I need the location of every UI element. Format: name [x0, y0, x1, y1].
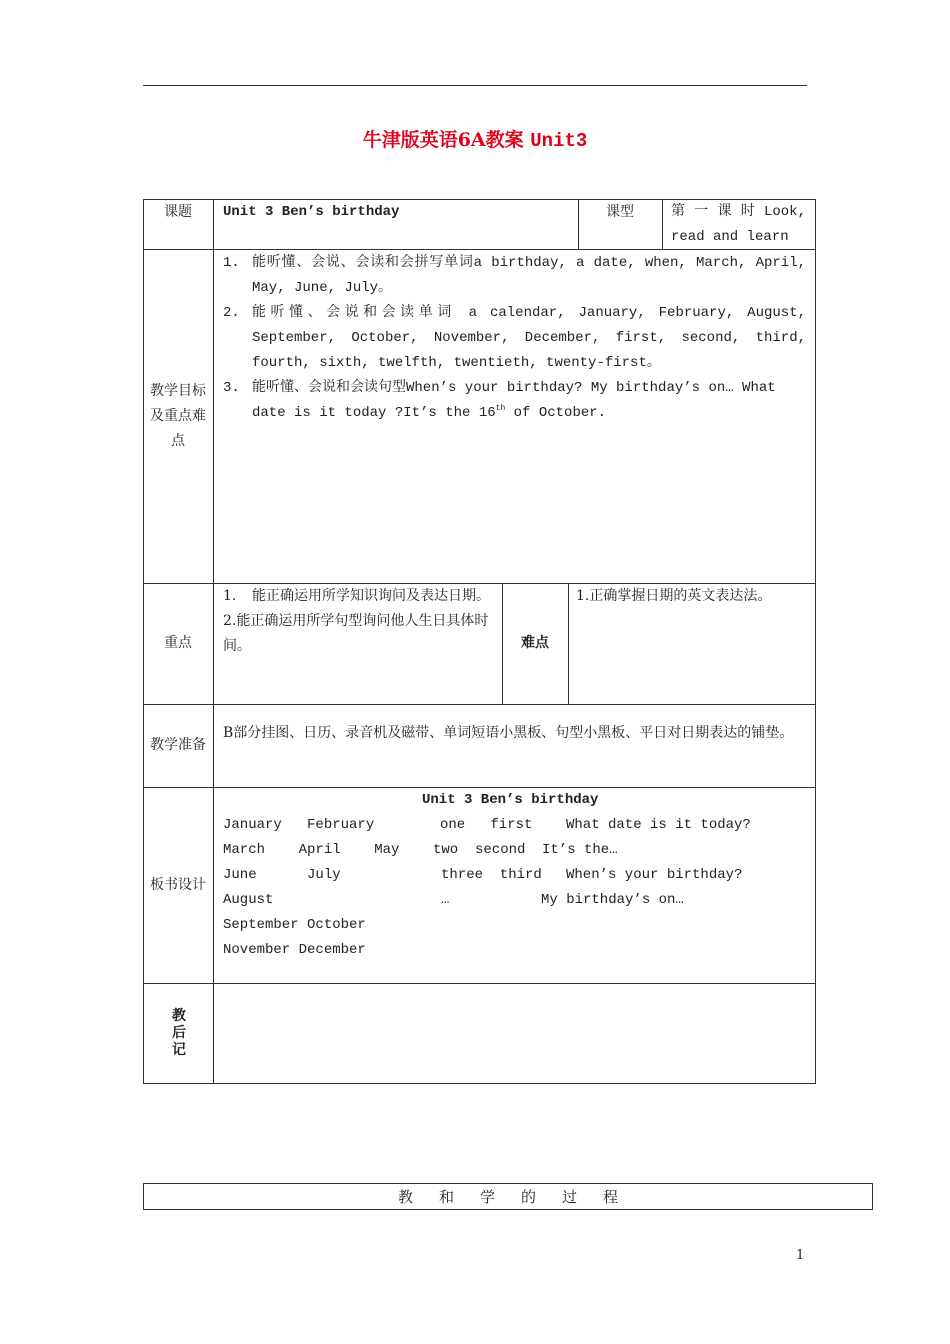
- process-header-box: 教和学的过程: [143, 1183, 873, 1210]
- goal-item-3: 3. 能听懂、会说和会读句型When’s your birthday? My birthday’s on… What date is it today ?It’s the 16th of October.: [223, 380, 776, 421]
- board-months-3: June July: [223, 867, 341, 883]
- key-item-2: 2.能正确运用所学句型询问他人生日具体时间。: [223, 613, 489, 654]
- page-number: 1: [796, 1248, 805, 1263]
- difficulty-label: 难点: [521, 635, 549, 651]
- board-sentence-3: When’s your birthday?: [566, 867, 743, 883]
- difficulty-content: 1.正确掌握日期的英文表达法。: [576, 588, 772, 604]
- board-ordinals-4: …: [441, 892, 450, 908]
- board-sentence-4: My birthday’s on…: [541, 892, 684, 908]
- board-ordinals-2: two second: [433, 842, 526, 858]
- title-en: Unit3: [530, 130, 588, 152]
- board-sentence-1: What date is it today?: [566, 817, 751, 833]
- board-ordinals-3: three third: [441, 867, 542, 883]
- board-months-2: March April May: [223, 842, 400, 858]
- board-sentence-2: It’s the…: [542, 842, 618, 858]
- goals-label: 教学目标及重点难点: [150, 382, 206, 449]
- board-months-5: September October: [223, 917, 366, 933]
- key-item-1: 1. 能正确运用所学知识询问及表达日期。: [223, 588, 490, 604]
- lesson-type-label: 课型: [606, 203, 634, 220]
- lesson-type-value: 第 一 课 时 Look, read and learn: [671, 204, 806, 245]
- board-heading: Unit 3 Ben’s birthday: [422, 792, 599, 808]
- document-title: [0, 125, 950, 152]
- goal-item-2: 2. 能听懂、会说和会读单词 a calendar, January, February, August, September, October, November, December, first, second, third, fourth, sixth, twelfth, twentieth, twenty-first。: [223, 305, 806, 371]
- goal-item-1: 1. 能听懂、会说、会读和会拼写单词a birthday, a date, when, March, April, May, June, July。: [223, 255, 806, 296]
- topic-label: 课题: [164, 203, 192, 220]
- board-ordinals-1: one first: [440, 817, 533, 833]
- title-zh: 牛津版英语6A教案: [362, 129, 524, 151]
- key-points-label: 重点: [164, 635, 192, 651]
- post-lesson-notes-label: 教后记: [172, 1008, 186, 1058]
- preparation-content: B部分挂图、日历、录音机及磁带、单词短语小黑板、句型小黑板、平日对日期表达的铺垫。: [223, 725, 794, 741]
- board-design-label: 板书设计: [150, 876, 206, 893]
- board-months-4: August: [223, 892, 274, 908]
- board-months-6: November December: [223, 942, 366, 958]
- preparation-label: 教学准备: [150, 737, 206, 753]
- key-points-content: [223, 584, 495, 659]
- board-months-1: January February: [223, 817, 375, 833]
- topic-value: Unit 3 Ben’s birthday: [223, 204, 400, 220]
- header-rule: [143, 85, 807, 86]
- goals-content: [223, 251, 806, 426]
